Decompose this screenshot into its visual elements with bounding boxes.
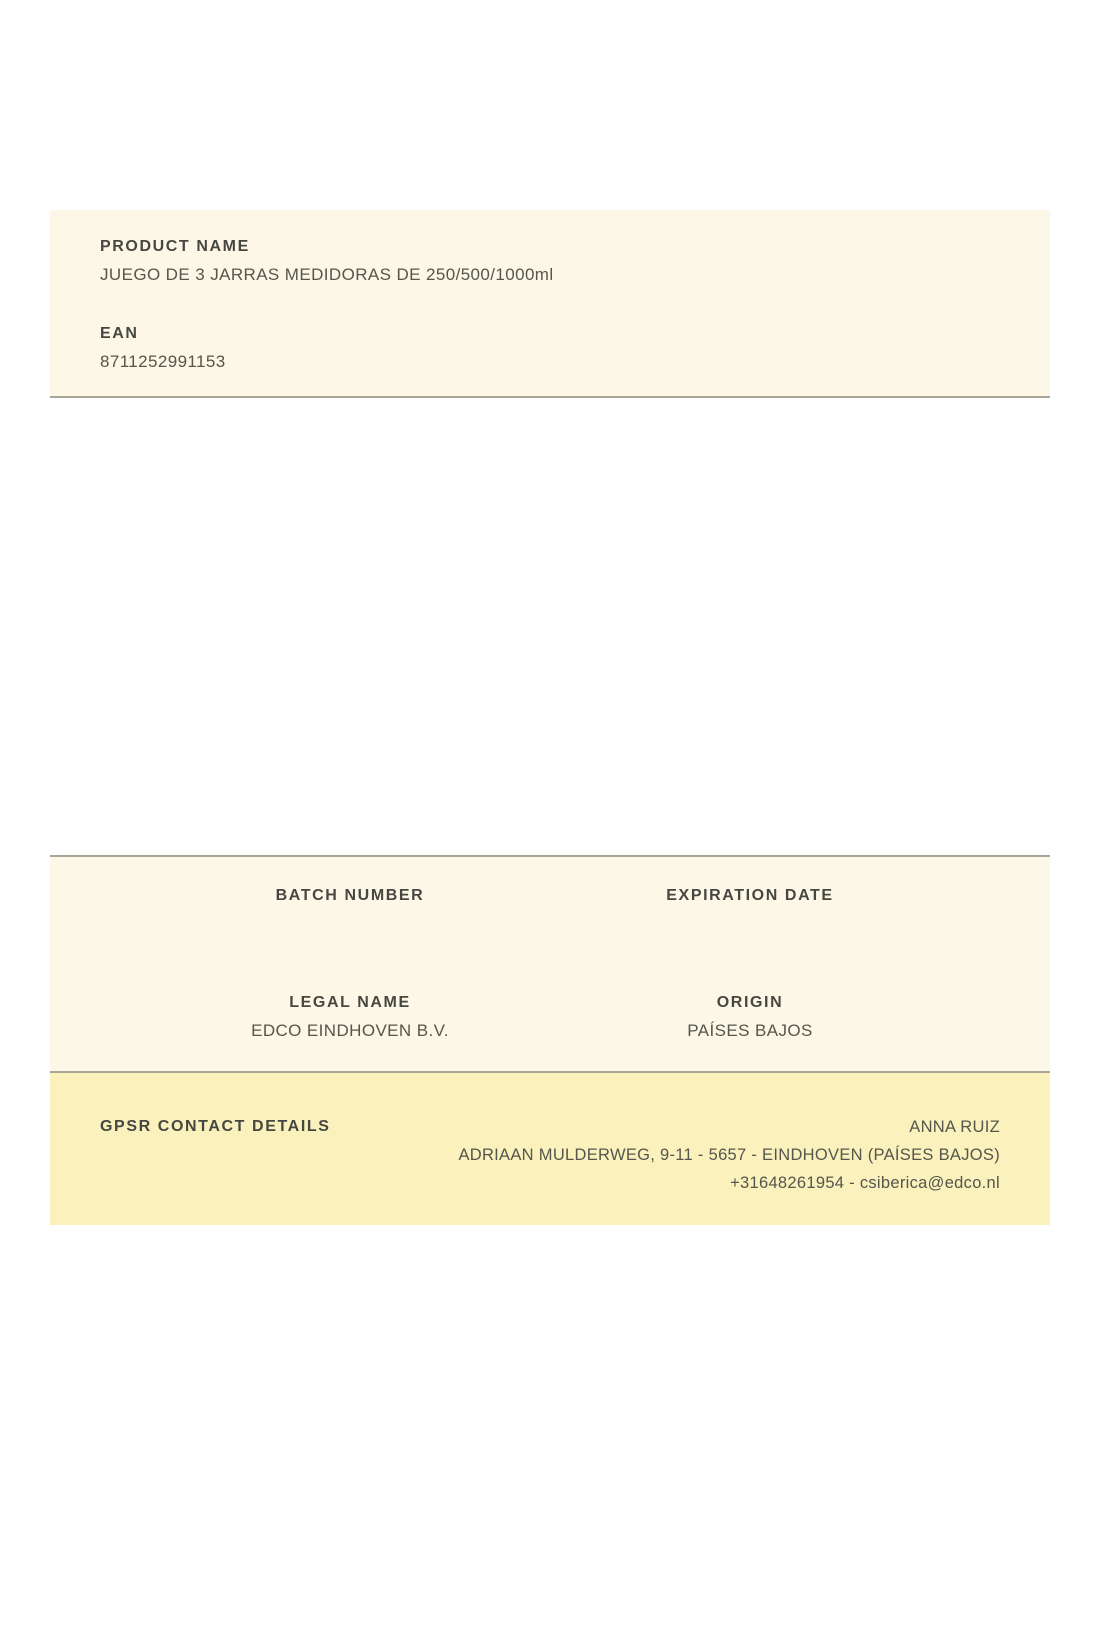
origin-value: PAÍSES BAJOS [687, 1021, 813, 1040]
legal-name-column [150, 994, 550, 1041]
legal-origin-row [150, 994, 950, 1041]
gpsr-contact-label: GPSR CONTACT DETAILS [100, 1118, 331, 1135]
origin-column [550, 994, 950, 1041]
batch-number-value [150, 914, 550, 934]
product-section [50, 210, 1050, 398]
expiration-date-column [550, 887, 950, 934]
legal-name-label: LEGAL NAME [289, 994, 411, 1011]
product-name-value: JUEGO DE 3 JARRAS MEDIDORAS DE 250/500/1000ml [100, 265, 554, 284]
batch-legal-section [50, 855, 1050, 1073]
gpsr-product-sheet [0, 210, 1100, 1632]
product-name-label: PRODUCT NAME [100, 238, 250, 255]
expiration-date-value [550, 914, 950, 934]
ean-field [100, 325, 1000, 372]
ean-label: EAN [100, 325, 139, 342]
origin-label: ORIGIN [716, 994, 784, 1011]
product-name-field [100, 238, 1000, 285]
gpsr-contact-name: ANNA RUIZ [909, 1118, 1000, 1136]
legal-name-value: EDCO EINDHOVEN B.V. [251, 1021, 449, 1040]
batch-number-column [150, 887, 550, 934]
ean-value: 8711252991153 [100, 352, 226, 371]
gpsr-contact-section [50, 1073, 1050, 1225]
expiration-date-label: EXPIRATION DATE [666, 887, 834, 904]
gpsr-contact-address: ADRIAAN MULDERWEG, 9-11 - 5657 - EINDHOVEN (PAÍSES BAJOS) [458, 1146, 1000, 1164]
batch-number-label: BATCH NUMBER [275, 887, 425, 904]
gpsr-contact-phone-email: +31648261954 - csiberica@edco.nl [730, 1174, 1000, 1192]
batch-expiration-row [150, 887, 950, 934]
gpsr-contact-block [458, 1113, 1000, 1197]
